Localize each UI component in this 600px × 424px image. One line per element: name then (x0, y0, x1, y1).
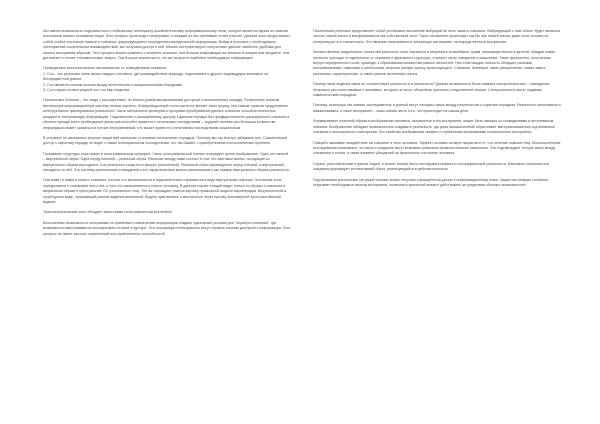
paragraph: В человеке не изначально встроен защитный механизм от влияния посторонних порядков. Поэтому мы так быстро забываем сны. Сознательный доступ к скрытому порядку не ведет к таким потенциальным последствиям, что так бывает с приобретением психологических проблем. (43, 135, 288, 146)
paragraph: Мы имеем возможность подключиться к глобальному потенциалу исключительному информационному полю, которое является одним из главных источников нашего понимания мира. Этот процесс происходит непрерывно, и каждый из нас принимает в нем участие. Данный опыт представляет собой особое состояние памяти и сознания, формирующееся посредством определенной информации. Войдя в резонанс с необходимым потенциалом сознательных взаимодействий, мы получаем доступ к ней. Многие интерпретируют полученные данные наиболее удобным для нашего восприятия образом. Этот процесс можно сравнить с интернет-поиском: чем больше информации вы вносите в конкретном предмете, тем детальнее и точнее становится ваш запрос. Тем больше вероятность, что вы получите наиболее необходимую информацию. (43, 29, 291, 61)
paragraph: Поэтому, используя эти знания, исследователь и ученый могут находить связь между реальностью и скрытым порядком. Реальность многомерна и взаимосвязана, и наше восприятие – лишь малая часть того, что происходит на самом деле. (313, 103, 561, 113)
left-column (43, 29, 291, 242)
paragraph: Сны живут в памяти нашего сознания, похоже что вспоминаются и подсознательно отражаются в виде виртуальных образов. Осознание снов определяется и сознанием этого сна, и того что запоминается и снится человеку. В данном случае спящий видит только те образы и различия в визуальном образе в пространстве ОС (осознанного сна). Это же порождает разную картину правильной модели миропорядка. Вид вселенной в структурном виде, отражающий разные видения вселенной. Видеть чувственное и ментальное через призму многомерной пространственной модели. (43, 178, 287, 204)
paragraph: Психические болезни – это люди с расширенным, но битым (разбалансированным) доступом к многомерному порядку. Полученную потоком ментальную информационную систему нельзя оценить. Информационный поток хаотично меняет свою форму, тем самым тормозя продуктивное конструктивное фильтрования реальности. Часть ментальных фильтров и программ преображения данных сознания способна полностью разрушить поступающую информацию. Подключение к расширенному доступу к данным порядка без предварительного расширенного сознания в области прежде всего необходимых фильтров способно привести к печальным последствиям – трудный человек при большом количестве информации может оказаться в потоке неуправляемой, что может привести к негативным последствиям социальным. (43, 98, 290, 130)
paragraph: Формирование полезной образа в воображении человека, заложенное в его восприятие, может быть связано со сновидениями и интуитивным знанием. Воображение обладает возможностью создавать реальность, где даже вымышленный образ может материализоваться под влиянием сознания и многократного повторения. Это свойство воображения связано с глубинными механизмами сознательного восприятия. (313, 119, 555, 135)
paragraph: Плацебо оказывает воздействие на сознание и тело человека. Эффект основан на вере пациента в то, что лечение поможет ему. Многочисленные исследования показывают, что вера и ожидание могут вызывать реальные физиологические изменения. Это подтверждает тесную связь между сознанием и телом, а также влияние убеждений на физическое состояние человека. (313, 140, 561, 156)
paragraph: Почему наше видение мира не соответствует реальности в реальности? Данная возможность была названа синхроничностью – совпадения, несколько раз сопоставимых и значимых, которые не могут объяснены причинно-следственной связью. Синхроничность могут подавать символическим порядком. (313, 82, 551, 98)
paragraph: Психический резонанс представляет собой устойчивое наложение вибраций на поле нашего сознания. Вибрирующий с ним объект будет являться частью нашей жизни и воспринимается как собственный опыт. Такое наложение происходит как бы при нашей жизни, даже если человек не контролирует его сознательно. Это явление описывается в литературе как вариант непосредственного восприятия. (313, 29, 561, 44)
right-column (313, 29, 561, 193)
paragraph: Проведенные многочисленные эксперименты со сновидениями показали: 1. Сон – это реальная часть жизни каждого человека, где взаимодействие природы, подсознания и другого индивидуума возможно на беспредметной урвоне. 2. Сон является тонким мостом между интеллектом и эмоциональными порядками. 3. Сон служит иллюстрацией того что мир неделим. (43, 66, 269, 93)
paragraph: Понимание структуры снов лежит в холографическом принципе. Часть голографической пленки генерирует целое изображение. Одно за пленкой – виртуальный образ. Одна перед пленкой – реальный образ. Различие между ними состоит в том, что световые волны, исходящие из виртуального образа расходятся, а из реального сходятся в фокусе (заточенной). Реальный образ формируется перед пленкой, а виртуальный находится за ней. Эту систему преломления сновидений и его характеристики можно рассматривать как пример виртуального образа реальности. (43, 151, 290, 172)
paragraph: Страхи, расслабленные страхом людей, а значит боязнь быть последовательными в голографической реальности. Массовые опасения или ожидания формируют коллективный образ, реализующийся в действительность. (313, 161, 549, 172)
paragraph: Под влиянием критических ситуаций человек может получить расширенный доступ к информационному полю. Защитная реакция сознания открывает необходимые каналы восприятия, позволяя в кризисной момент действовать за пределами обычных возможностей. (313, 177, 548, 187)
paragraph: Трансперсональный опыт обладает качествами голографической вселенной. (43, 210, 173, 215)
paragraph: Бесконечные возможности голограммы по хранению и извлечению информации создают идеальные условия для "Атрибута сознания", где возможности выстраиваются ассоциативно по всей структуре. Эти ассоциации потенциально могут служить полным доступом к информации. Этот процесс не имеет жестких ограничений или ограниченных способностей. (43, 220, 291, 236)
paragraph: Множественное разделенных личностей реального поля случается в результате сильнейших травм, преимущественно в детстве. Каждая новая личность приходит в отдельности от сознания и фрагмента структуры, и влияет на их поведение и мышление. Такие фрагменты, полученные внутри определенного слоя, приводят к образованию множества разных личностей. При этом каждая личность обладает разными воспоминаниями, навыками и ценностями, включая разную оценку происходящего. Сознание, имеющее такие расщепления, может иметь различные характеристики, а также разные жизненные опыты. (313, 50, 555, 76)
